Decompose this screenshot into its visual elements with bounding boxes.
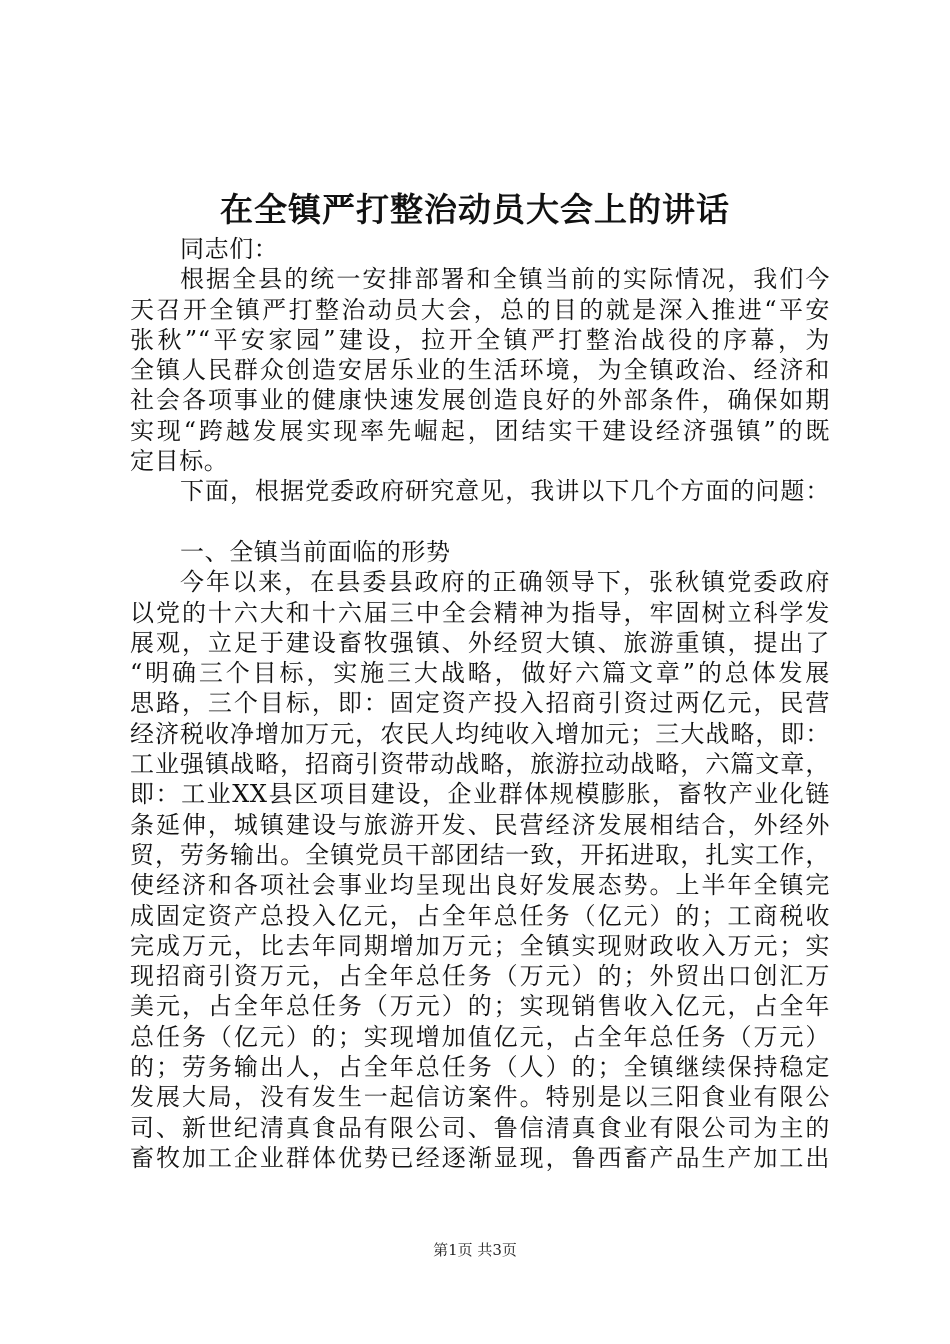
body-line: 美元，占全年总任务（万元）的；实现销售收入亿元，占全年 xyxy=(130,992,830,1021)
body-line: 的；劳务输出人，占全年总任务（人）的；全镇继续保持稳定 xyxy=(130,1053,830,1082)
body-line: “明确三个目标，实施三大战略，做好六篇文章”的总体发展 xyxy=(130,659,830,688)
body-line: 总任务（亿元）的；实现增加值亿元，占全年总任务（万元） xyxy=(130,1022,830,1051)
body-line: 工业强镇战略，招商引资带动战略，旅游拉动战略，六篇文章， xyxy=(130,750,830,779)
body-line: 贸，劳务输出。全镇党员干部团结一致，开拓进取，扎实工作， xyxy=(130,840,830,869)
body-line: 展观，立足于建设畜牧强镇、外经贸大镇、旅游重镇，提出了 xyxy=(130,628,830,657)
body-line: 实现“跨越发展实现率先崛起，团结实干建设经济强镇”的既 xyxy=(130,416,830,445)
body-line: 全镇人民群众创造安居乐业的生活环境，为全镇政治、经济和 xyxy=(130,356,830,385)
body-line: 社会各项事业的健康快速发展创造良好的外部条件，确保如期 xyxy=(130,386,830,415)
document-body xyxy=(130,234,830,1173)
body-line: 成固定资产总投入亿元，占全年总任务（亿元）的；工商税收 xyxy=(130,901,830,930)
body-line: 天召开全镇严打整治动员大会，总的目的就是深入推进“平安 xyxy=(130,295,830,324)
body-line: 以党的十六大和十六届三中全会精神为指导，牢固树立科学发 xyxy=(130,598,830,627)
body-line: 条延伸，城镇建设与旅游开发、民营经济发展相结合，外经外 xyxy=(130,810,830,839)
body-line: 畜牧加工企业群体优势已经逐渐显现，鲁西畜产品生产加工出 xyxy=(130,1143,830,1172)
body-line: 思路，三个目标，即：固定资产投入招商引资过两亿元，民营 xyxy=(130,689,830,718)
section-heading: 一、全镇当前面临的形势 xyxy=(180,537,451,566)
body-line: 张秋”“平安家园”建设，拉开全镇严打整治战役的序幕，为 xyxy=(130,325,830,354)
salutation-line: 同志们： xyxy=(180,235,279,263)
body-line: 现招商引资万元，占全年总任务（万元）的；外贸出口创汇万 xyxy=(130,962,830,991)
body-line: 完成万元，比去年同期增加万元；全镇实现财政收入万元；实 xyxy=(130,931,830,960)
body-line: 发展大局，没有发生一起信访案件。特别是以三阳食业有限公 xyxy=(130,1083,830,1112)
page-footer: 第1页 共3页 xyxy=(433,1241,517,1259)
body-line: 经济税收净增加万元，农民人均纯收入增加元；三大战略，即： xyxy=(130,719,830,748)
body-line: 根据全县的统一安排部署和全镇当前的实际情况，我们今 xyxy=(180,265,830,294)
body-line: 使经济和各项社会事业均呈现出良好发展态势。上半年全镇完 xyxy=(130,871,830,900)
document-title: 在全镇严打整治动员大会上的讲话 xyxy=(220,190,730,229)
body-line: 定目标。 xyxy=(130,447,229,476)
body-line: 司、新世纪清真食品有限公司、鲁信清真食业有限公司为主的 xyxy=(130,1113,830,1142)
blank-line xyxy=(130,507,830,537)
body-line: 即：工业XX县区项目建设，企业群体规模膨胀，畜牧产业化链 xyxy=(130,780,830,809)
body-line: 今年以来，在县委县政府的正确领导下，张秋镇党委政府 xyxy=(180,568,830,597)
body-line: 下面，根据党委政府研究意见，我讲以下几个方面的问题： xyxy=(180,477,830,506)
